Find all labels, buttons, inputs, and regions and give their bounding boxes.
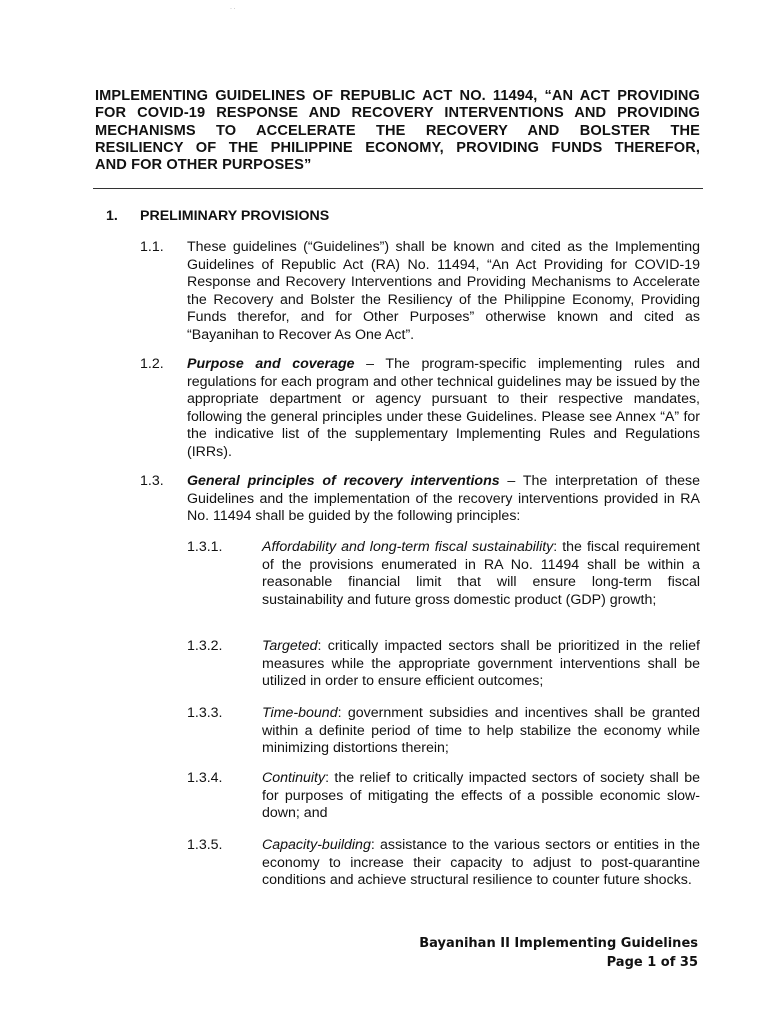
paragraph-number: 1.2.: [140, 356, 164, 372]
title-divider: [93, 188, 703, 189]
paragraph-lead: Time-bound: [262, 705, 338, 721]
paragraph-number: 1.3.4.: [187, 770, 223, 786]
page-number: Page 1 of 35: [606, 955, 698, 970]
paragraph-text: : the relief to critically impacted sectors of society shall be for purposes of mitigating the effects of a possible economic slow-down; and: [262, 770, 700, 822]
paragraph-lead: Targeted: [262, 638, 318, 654]
scan-speck: · ·: [230, 6, 236, 12]
section-number: 1.: [106, 208, 118, 224]
paragraph-body: [262, 539, 700, 609]
title-line: RESILIENCY OF THE PHILIPPINE ECONOMY, PROVIDING FUNDS THEREFOR,: [95, 139, 700, 156]
paragraph-lead: Purpose and coverage: [187, 356, 355, 372]
title-line: MECHANISMS TO ACCELERATE THE RECOVERY AND BOLSTER THE: [95, 122, 700, 139]
paragraph-lead: General principles of recovery interventions: [187, 473, 500, 489]
title-line: AND FOR OTHER PURPOSES”: [95, 157, 312, 174]
page-footer: [419, 934, 698, 972]
paragraph-body: [262, 638, 700, 691]
title-line: IMPLEMENTING GUIDELINES OF REPUBLIC ACT NO. 11494, “AN ACT PROVIDING: [95, 88, 700, 104]
paragraph-body: [262, 837, 700, 890]
paragraph-text: : critically impacted sectors shall be prioritized in the relief measures while the appropriate government interventions shall be utilized in order to ensure efficient outcomes;: [262, 638, 700, 690]
paragraph-lead: Continuity: [262, 770, 326, 786]
document-title: [95, 88, 700, 174]
paragraph-number: 1.3.: [140, 473, 164, 489]
paragraph-text: : assistance to the various sectors or entities in the economy to increase their capacity to adjust to post-quarantine conditions and achieve structural resilience to counter future shocks.: [262, 837, 700, 889]
title-line: FOR COVID-19 RESPONSE AND RECOVERY INTERVENTIONS AND PROVIDING: [95, 105, 700, 122]
footer-title: Bayanihan II Implementing Guidelines: [419, 936, 698, 951]
paragraph-body: [187, 356, 700, 462]
paragraph-number: 1.3.2.: [187, 638, 223, 654]
paragraph-text: – The program-specific implementing rules and regulations for each program and other technical guidelines may be issued by the appropriate department or agency pursuant to their respective mandates, following the general principles under these Guidelines. Please see Annex “A” for the indicative list of the supplementary Implementing Rules and Regulations (IRRs).: [187, 356, 700, 460]
paragraph-number: 1.3.5.: [187, 837, 223, 853]
paragraph-body: [262, 770, 700, 823]
paragraph-number: 1.3.1.: [187, 539, 223, 555]
paragraph-text: – The interpretation of these Guidelines and the implementation of the recovery interventions provided in RA No. 11494 shall be guided by the following principles:: [187, 473, 700, 525]
paragraph-lead: Affordability and long-term fiscal sustainability: [262, 539, 554, 555]
paragraph-body: [262, 705, 700, 758]
paragraph-number: 1.3.3.: [187, 705, 223, 721]
paragraph-text: These guidelines (“Guidelines”) shall be known and cited as the Implementing Guidelines of Republic Act (RA) No. 11494, “An Act Providing for COVID-19 Response and Recovery Interventions and Providing Mechanisms to Accelerate the Recovery and Bolster the Resiliency of the Philippine Economy, Providing Funds therefor, and for Other Purposes” otherwise known and cited as “Bayanihan to Recover As One Act”.: [187, 239, 700, 343]
paragraph-text: : the fiscal requirement of the provisions enumerated in RA No. 11494 shall be within a reasonable financial limit that will ensure long-term fiscal sustainability and future gross domestic product (GDP) growth;: [262, 539, 700, 608]
section-title: PRELIMINARY PROVISIONS: [140, 208, 330, 224]
paragraph-number: 1.1.: [140, 239, 164, 255]
paragraph-text: : government subsidies and incentives shall be granted within a definite period of time to help stabilize the economy while minimizing distortions therein;: [262, 705, 700, 757]
paragraph-lead: Capacity-building: [262, 837, 371, 853]
paragraph-body: [187, 473, 700, 526]
